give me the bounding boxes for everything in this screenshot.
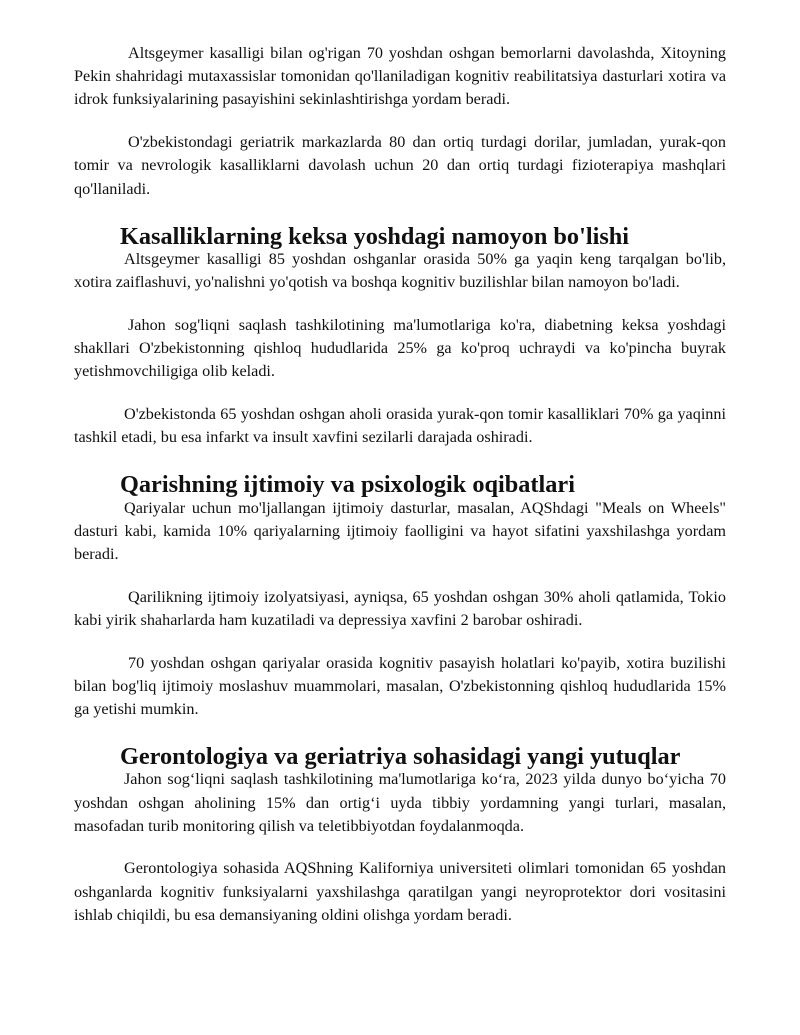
- paragraph-social-isolation: Qarilikning ijtimoiy izolyatsiyasi, ayniqsa, 65 yoshdan oshgan 30% aholi qatlamida, Tokio kabi yirik shaharlarda ham kuzatiladi va depressiya xavfini 2 barobar oshiradi.: [74, 587, 726, 629]
- paragraph-alzheimer-rehab: Altsgeymer kasalligi bilan og'rigan 70 yoshdan oshgan bemorlarni davolashda, Xitoyning Pekin shahridagi mutaxassislar tomonidan qo'llaniladigan kognitiv reabilitatsiya dasturlari xotira va idrok funksiyalarining pasayishini sekinlashtirishga yordam beradi.: [74, 44, 726, 109]
- heading-social-psychological: Qarishning ijtimoiy va psixologik oqibatlari: [120, 471, 575, 499]
- paragraph-cognitive-decline: 70 yoshdan oshgan qariyalar orasida kognitiv pasayish holatlari ko'payib, xotira buzilishi bilan bog'liq ijtimoiy moslashuv muammolari, masalan, O'zbekistonning qishloq hududlarida 15% ga yetishi mumkin.: [74, 653, 726, 718]
- paragraph-social-programs: Qariyalar uchun mo'ljallangan ijtimoiy dasturlar, masalan, AQShdagi "Meals on Wheels" dasturi kabi, kamida 10% qariyalarning ijtimoiy faolligini va hayot sifatini yaxshilashga yordam beradi.: [74, 498, 726, 563]
- paragraph-diabetes: Jahon sog'liqni saqlash tashkilotining ma'lumotlariga ko'ra, diabetning keksa yoshdagi shakllari O'zbekistonning qishloq hududlarida 25% ga ko'proq uchraydi va ko'pincha buyrak yetishmovchiligiga olib keladi.: [74, 315, 726, 381]
- paragraph-cardiovascular: O'zbekistonda 65 yoshdan oshgan aholi orasida yurak-qon tomir kasalliklari 70% ga yaqinni tashkil etadi, bu esa infarkt va insult xavfini sezilarli darajada oshiradi.: [74, 404, 726, 447]
- paragraph-neuroprotector: Gerontologiya sohasida AQShning Kaliforniya universiteti olimlari tomonidan 65 yoshdan oshganlarda kognitiv funksiyalarni yaxshilashga qaratilgan yangi neyroprotektor dori vositasini ishlab chiqildi, bu esa demansiyaning oldini olishga yordam beradi.: [74, 859, 726, 924]
- heading-diseases-in-elderly: Kasalliklarning keksa yoshdagi namoyon bo'lishi: [120, 222, 630, 250]
- heading-new-achievements: Gerontologiya va geriatriya sohasidagi yangi yutuqlar: [120, 743, 681, 771]
- paragraph-geriatric-centers: O'zbekistondagi geriatrik markazlarda 80 dan ortiq turdagi dorilar, jumladan, yurak-qon tomir va nevrologik kasalliklarni davolash uchun 20 dan ortiq turdagi fizioterapiya mashqlari qo'llaniladi.: [74, 133, 726, 198]
- paragraph-alzheimer-prevalence: Altsgeymer kasalligi 85 yoshdan oshganlar orasida 50% ga yaqin keng tarqalgan bo'lib, xotira zaiflashuvi, yo'nalishni yo'qotish va boshqa kognitiv buzilishlar bilan namoyon bo'ladi.: [74, 249, 726, 292]
- paragraph-home-care: Jahon sog‘liqni saqlash tashkilotining ma'lumotlariga ko‘ra, 2023 yilda dunyo bo‘yicha 70 yoshdan oshgan aholining 15% dan ortig‘i uyda tibbiy yordamning yangi turlari, masalan, masofadan turib monitoring qilish va teletibbiyotdan foydalanmoqda.: [74, 770, 726, 835]
- document-page: [74, 42, 726, 947]
